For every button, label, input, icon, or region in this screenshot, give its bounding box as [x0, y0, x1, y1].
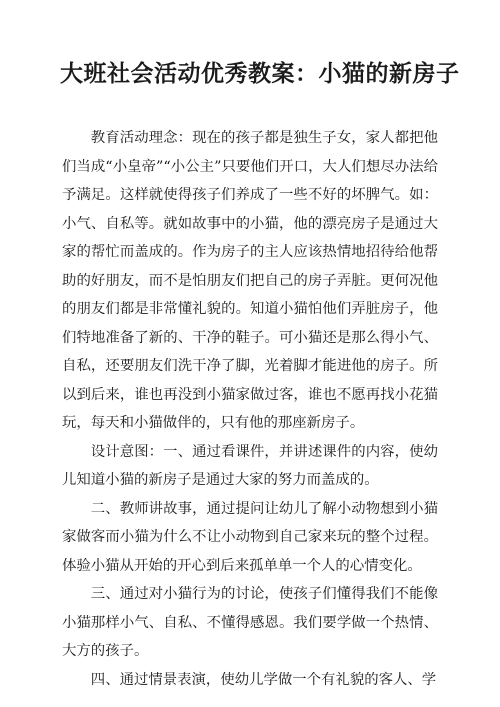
paragraph-design-intent-2: 二、教师讲故事，通过提问让幼儿了解小动物想到小猫家做客而小猫为什么不让小动物到自己家来玩的整个过程。体验小猫从开始的开心到后来孤单单一个人的心情变化。: [62, 500, 438, 574]
paragraph-design-intent-3: 三、通过对小猫行为的讨论，使孩子们懂得我们不能像小猫那样小气、自私、不懂得感恩。我们要学做一个热情、大方的孩子。: [62, 586, 438, 659]
paragraph-philosophy: 教育活动理念：现在的孩子都是独生子女，家人都把他们当成“小皇帝”“小公主”只要他们开口，大人们想尽办法给予满足。这样就使得孩子们养成了一些不好的坏脾气。如：小气、自私等。就如故事中的小猫，他的漂亮房子是通过大家的帮忙而盖成的。作为房子的主人应该热情地招待给他帮助的好朋友，而不是怕朋友们把自己的房子弄脏。更何况他的朋友们都是非常懂礼貌的。知道小猫怕他们弄脏房子，他们特地准备了新的、干净的鞋子。可小猫还是那么得小气、自私，还要朋友们洗干净了脚，光着脚才能进他的房子。所以到后来，谁也再没到小猫家做过客，谁也不愿再找小花猫玩，每天和小猫做伴的，只有他的那座新房子。: [62, 130, 438, 431]
paragraph-design-intent-1: 设计意图：一、通过看课件，并讲述课件的内容，使幼儿知道小猫的新房子是通过大家的努力而盖成的。: [62, 443, 438, 488]
document-title: 大班社会活动优秀教案：小猫的新房子: [60, 60, 460, 87]
document-body: [62, 124, 438, 694]
paragraph-design-intent-4: 四、通过情景表演，使幼儿学做一个有礼貌的客人、学: [90, 671, 437, 688]
